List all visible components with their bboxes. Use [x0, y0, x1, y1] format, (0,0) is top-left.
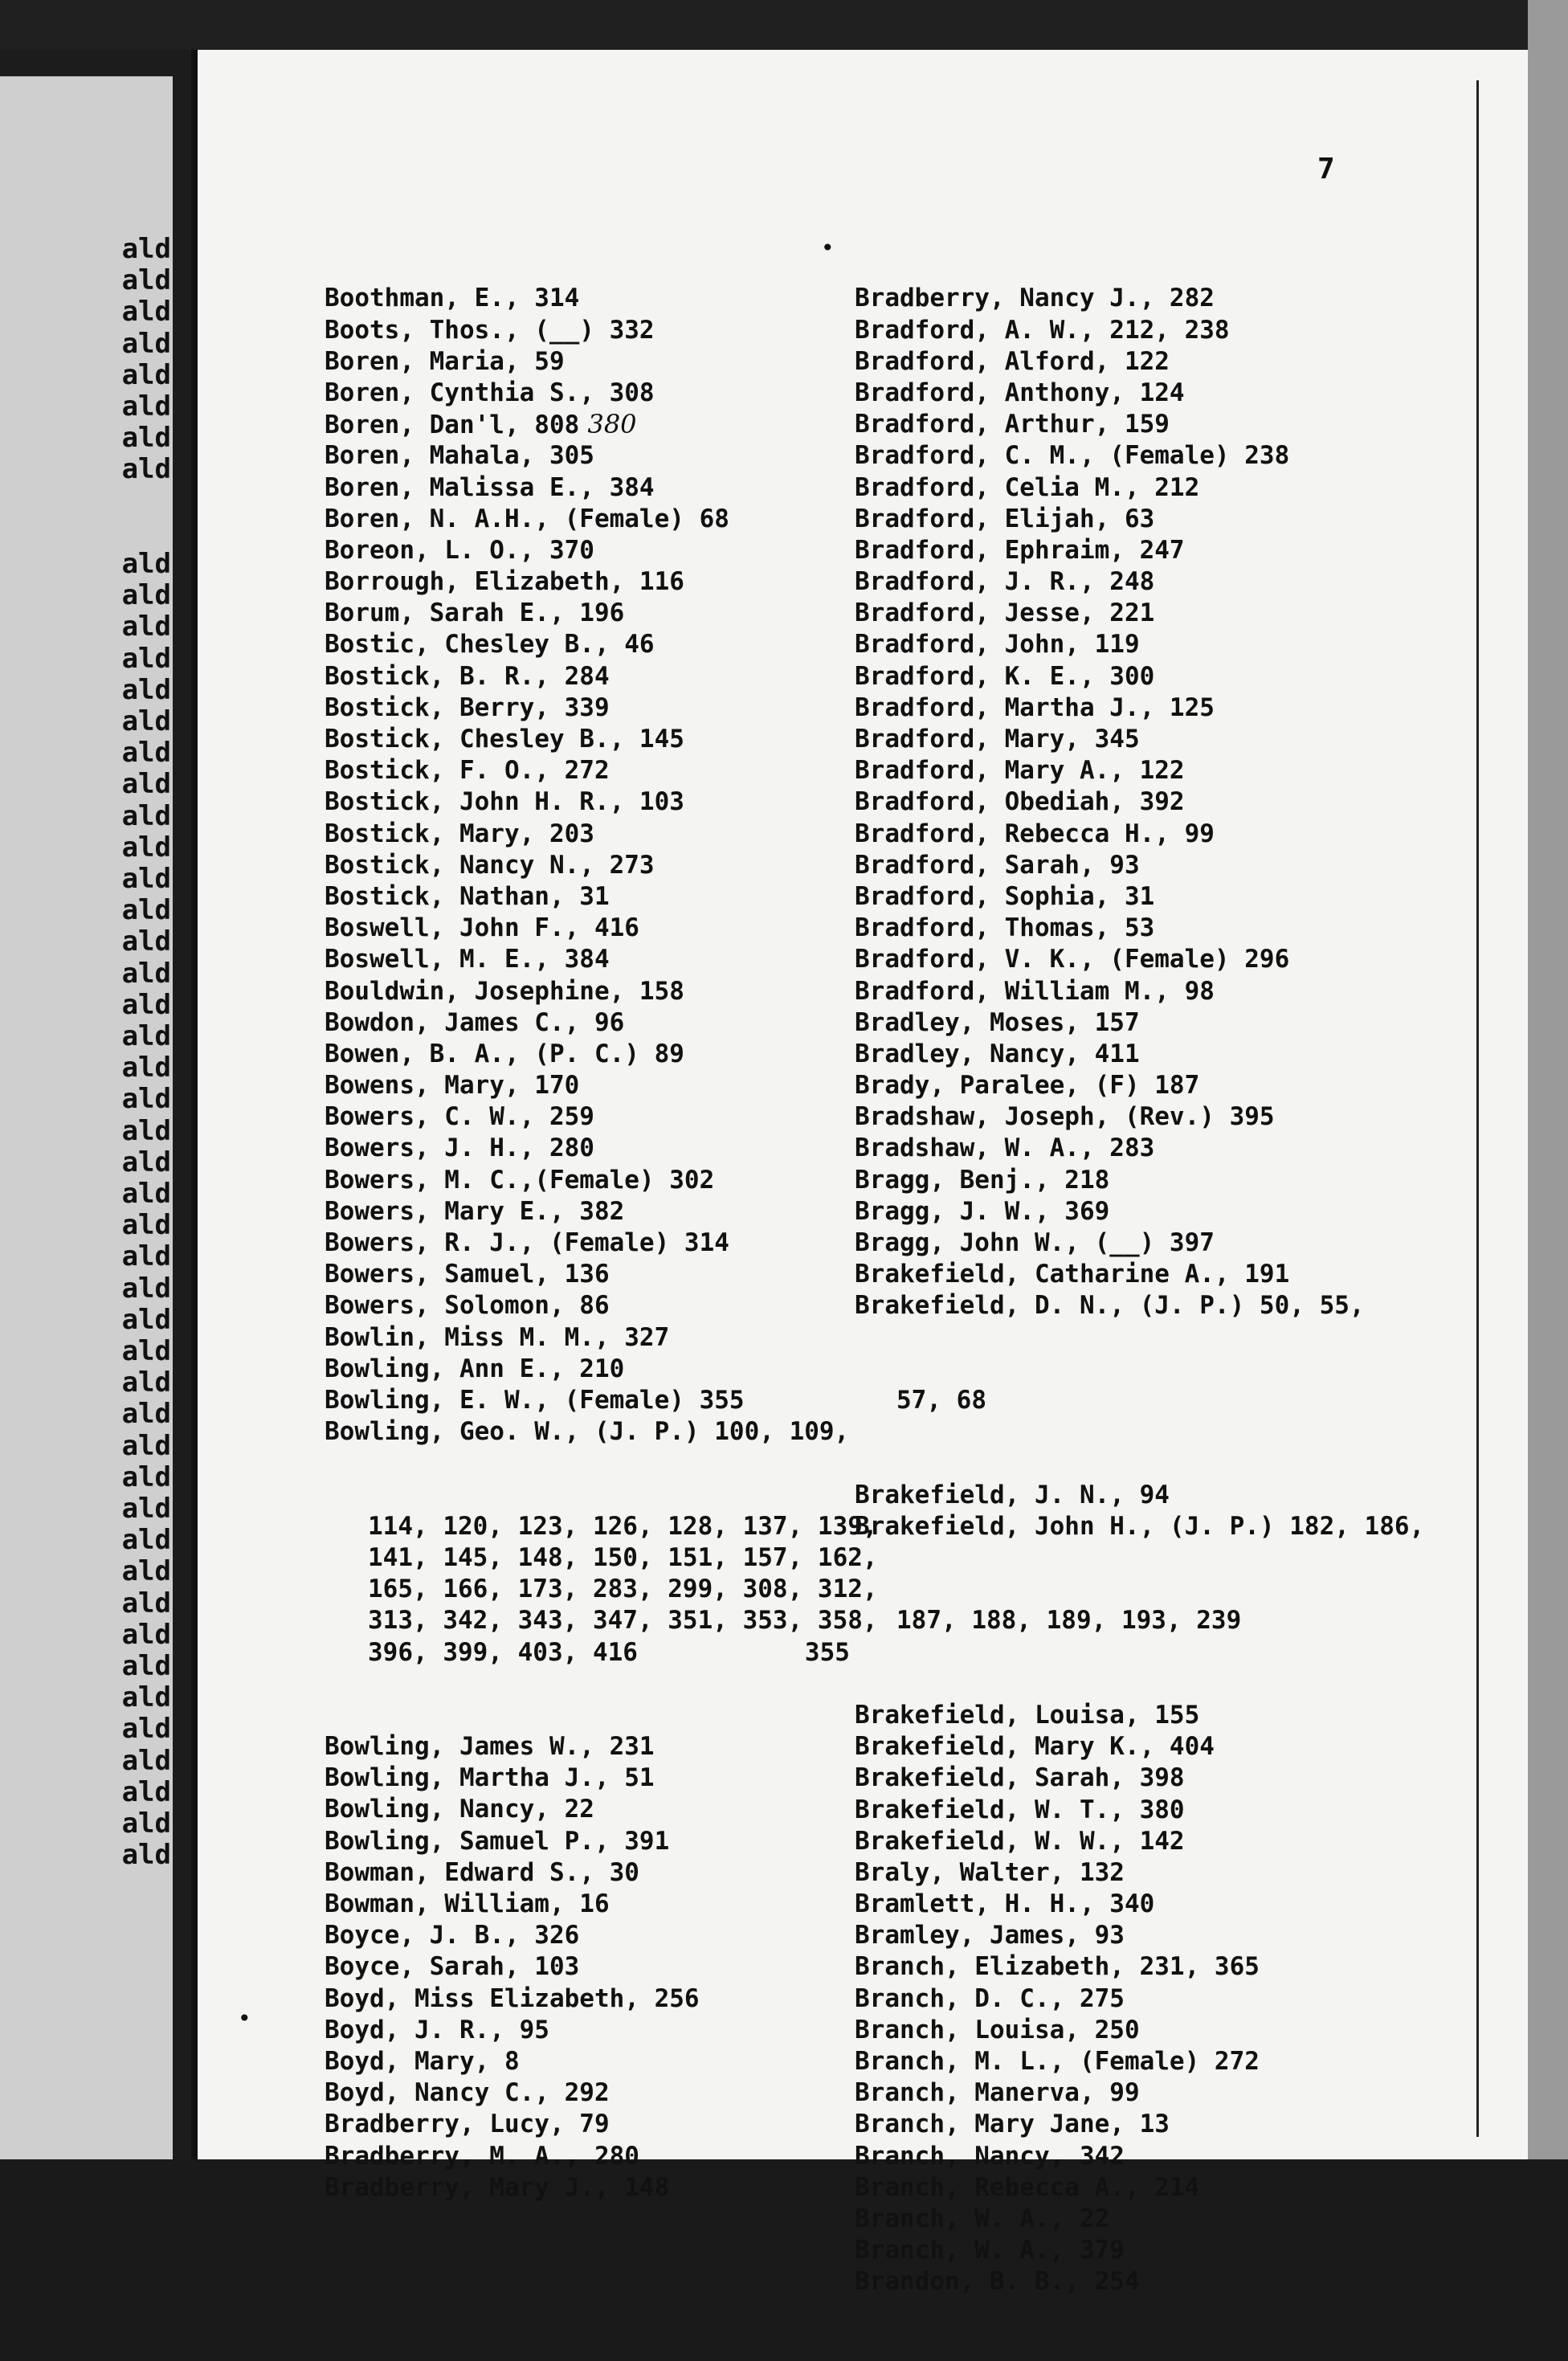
index-entry: Bradberry, Lucy, 79: [325, 2110, 610, 2139]
index-entry: Brakefield, Louisa, 155: [855, 1700, 1200, 1730]
previous-page-text-stub: ald: [121, 737, 171, 770]
right-continuation-2: 187, 188, 189, 193, 239: [896, 1606, 1242, 1636]
previous-page-text-stub: ald: [121, 1114, 171, 1147]
index-entry: Brakefield, W. T., 380: [855, 1795, 1185, 1824]
previous-page-text-stub: ald: [121, 1681, 171, 1714]
index-entry: Branch, Manerva, 99: [855, 2078, 1140, 2108]
index-entry: Bradford, Ephraim, 247: [855, 535, 1185, 565]
index-entry: Boyce, J. B., 326: [325, 1921, 580, 1950]
scan-top-border: [0, 0, 1568, 50]
index-entry: Brandon, B. B., 254: [855, 2267, 1140, 2297]
previous-page-text-stub: ald: [121, 1618, 171, 1651]
previous-page-text-stub: ald: [121, 1240, 171, 1273]
previous-page-text-stub: ald: [121, 1650, 171, 1682]
index-entry: Bradford, Anthony, 124: [855, 378, 1185, 407]
index-entry: Brakefield, W. W., 142: [855, 1826, 1185, 1856]
previous-page-text-stub: ald: [121, 264, 171, 297]
index-entry: Bowers, R. J., (Female) 314: [325, 1228, 729, 1258]
left-continuation-list: [325, 1511, 878, 1669]
index-entry: Bowling, Ann E., 210: [325, 1354, 625, 1383]
previous-page-text-stub: ald: [121, 705, 171, 737]
index-entry: Bradley, Nancy, 411: [855, 1039, 1140, 1068]
right-continuation-1: 57, 68: [896, 1386, 986, 1415]
index-entry: Bradshaw, W. A., 283: [855, 1134, 1155, 1163]
previous-page-text-stub: ald: [121, 1713, 171, 1746]
left-index-column: [325, 220, 878, 2266]
index-entry: Bradshaw, Joseph, (Rev.) 395: [855, 1102, 1275, 1132]
previous-page-text-stub: ald: [121, 1744, 171, 1777]
index-entry: Bowling, Martha J., 51: [325, 1763, 655, 1793]
index-entry: Bostick, Mary, 203: [325, 819, 594, 848]
index-entry: Bowling, Nancy, 22: [325, 1795, 594, 1824]
index-entry: Bostick, B. R., 284: [325, 661, 610, 691]
index-entry: Bradford, C. M., (Female) 238: [855, 441, 1290, 471]
previous-page-text-stub: ald: [121, 1303, 171, 1336]
continuation-line: 313, 342, 343, 347, 351, 353, 358,: [368, 1606, 878, 1636]
left-entries-after-list: [325, 1731, 839, 2204]
previous-page-text-stub: ald: [121, 988, 171, 1021]
index-entry: Bradberry, M. A., 280: [325, 2141, 639, 2171]
index-entry: Brakefield, D. N., (J. P.) 50, 55,: [855, 1291, 1365, 1321]
previous-page-text-stub: ald: [121, 1398, 171, 1431]
index-entry: Branch, W. A., 379: [855, 2236, 1125, 2265]
index-entry: Bradford, Celia M., 212: [855, 472, 1200, 502]
margin-dot-mark: •: [821, 235, 835, 261]
previous-page-text-stub: ald: [121, 327, 171, 360]
index-entry: Boots, Thos., (__) 332: [325, 315, 655, 345]
index-entry: Bostick, F. O., 272: [325, 756, 610, 786]
previous-page-text-stub: ald: [121, 548, 171, 580]
index-entry: Bradford, V. K., (Female) 296: [855, 945, 1290, 974]
index-entry: Bowling, E. W., (Female) 355: [325, 1385, 745, 1415]
index-entry: Boyd, Nancy C., 292: [325, 2078, 610, 2108]
index-entry: Boothman, E., 314: [325, 284, 580, 313]
index-entry: Bramley, James, 93: [855, 1921, 1125, 1950]
index-entry: Bostick, Nathan, 31: [325, 881, 610, 911]
index-entry: Bradford, Alford, 122: [855, 346, 1170, 376]
index-entry: Bradford, Rebecca H., 99: [855, 819, 1215, 848]
index-entry: Branch, W. A., 22: [855, 2204, 1110, 2233]
index-entry: Bradford, Thomas, 53: [855, 913, 1155, 943]
index-entry: Bramlett, H. H., 340: [855, 1889, 1155, 1919]
index-entry: Brakefield, John H., (J. P.) 182, 186,: [855, 1511, 1425, 1541]
previous-page-text-stub: ald: [121, 1839, 171, 1872]
index-entry: Bradley, Moses, 157: [855, 1007, 1140, 1037]
index-entry: Branch, Mary Jane, 13: [855, 2110, 1170, 2139]
index-entry: Bradford, Elijah, 63: [855, 504, 1155, 533]
previous-page-text-stub: ald: [121, 1587, 171, 1620]
index-entry: Bradberry, Nancy J., 282: [855, 284, 1215, 313]
previous-page-text-stub: ald: [121, 799, 171, 832]
previous-page-text-stub: ald: [121, 1083, 171, 1116]
index-entry: Branch, D. C., 275: [855, 1983, 1125, 2013]
index-entry: Bragg, Benj., 218: [855, 1165, 1110, 1195]
previous-page-text-stub: ald: [121, 925, 171, 958]
sheet-right-edge-line: [1476, 80, 1479, 2137]
previous-page-text-stub: ald: [121, 831, 171, 864]
index-entry: Branch, Rebecca A., 214: [855, 2172, 1200, 2202]
continuation-note: 355: [669, 1637, 850, 1667]
index-entry: Bowling, Geo. W., (J. P.) 100, 109,: [325, 1417, 850, 1447]
previous-page-text-stub: ald: [121, 673, 171, 706]
index-entry: Bostick, Berry, 339: [325, 692, 610, 722]
previous-page-text-stub: ald: [121, 390, 171, 423]
index-entry: Boyd, Mary, 8: [325, 2046, 520, 2076]
right-entries-after-list: [855, 1700, 1433, 2298]
previous-page-text-stub: ald: [121, 611, 171, 643]
previous-page-text-stub: ald: [121, 1335, 171, 1367]
index-entry: Bowers, J. H., 280: [325, 1134, 594, 1163]
index-entry: Bradford, Jesse, 221: [855, 598, 1155, 628]
index-entry: Brady, Paralee, (F) 187: [855, 1071, 1200, 1101]
index-entry: Bragg, J. W., 369: [855, 1196, 1110, 1226]
index-entry: Borrough, Elizabeth, 116: [325, 567, 684, 597]
previous-page-text-stub: ald: [121, 1209, 171, 1242]
scan-right-margin: [1528, 0, 1568, 2159]
index-entry: Boren, Maria, 59: [325, 346, 565, 376]
continuation-line: 165, 166, 173, 283, 299, 308, 312,: [368, 1575, 878, 1604]
index-entry: Boswell, M. E., 384: [325, 945, 610, 974]
previous-page-text-stub: ald: [121, 453, 171, 486]
previous-page-edge: [0, 76, 173, 2159]
index-entry: Borum, Sarah E., 196: [325, 598, 625, 628]
continuation-line: 396, 399, 403, 416 355: [325, 1637, 839, 1669]
previous-page-text-stub: ald: [121, 642, 171, 675]
right-entries-list: [855, 283, 1433, 1321]
index-entry: Bradberry, Mary J., 148: [325, 2172, 670, 2202]
index-entry: Boren, N. A.H., (Female) 68: [325, 504, 729, 533]
previous-page-text-stub: ald: [121, 1429, 171, 1462]
index-entry: Bowen, B. A., (P. C.) 89: [325, 1039, 684, 1068]
previous-page-text-stub: ald: [121, 768, 171, 801]
index-entry: Bostick, Nancy N., 273: [325, 850, 655, 880]
index-entry: Bouldwin, Josephine, 158: [325, 976, 684, 1006]
index-entry: Branch, Elizabeth, 231, 365: [855, 1952, 1260, 1982]
continuation-line: 141, 145, 148, 150, 151, 157, 162,: [368, 1542, 878, 1572]
right-index-column: [855, 220, 1433, 2361]
previous-page-text-stub: ald: [121, 1366, 171, 1399]
left-entries-list: [325, 283, 850, 1448]
index-entry: Bradford, Sophia, 31: [855, 881, 1155, 911]
index-entry: Bragg, John W., (__) 397: [855, 1228, 1215, 1258]
previous-page-text-stub: ald: [121, 1052, 171, 1085]
index-entry: Brakefield, Mary K., 404: [855, 1732, 1215, 1762]
index-entry: Boren, Mahala, 305: [325, 441, 594, 471]
index-entry: Bradford, J. R., 248: [855, 567, 1155, 597]
index-entry: Bowman, Edward S., 30: [325, 1857, 639, 1887]
index-entry: Bradford, A. W., 212, 238: [855, 315, 1230, 345]
index-entry: Boren, Dan'l, 808 380: [325, 409, 637, 440]
index-entry: Bowers, Solomon, 86: [325, 1291, 610, 1321]
index-entry: Boyd, J. R., 95: [325, 2015, 549, 2044]
margin-dot-mark-bottom: •: [238, 2005, 251, 2032]
previous-page-text-stub: ald: [121, 1020, 171, 1052]
previous-page-text-stub: ald: [121, 1460, 171, 1493]
index-entry: Bowling, James W., 231: [325, 1732, 655, 1762]
index-entry: Bradford, William M., 98: [855, 976, 1215, 1006]
previous-page-text-stub: ald: [121, 296, 171, 329]
continuation-line: 114, 120, 123, 126, 128, 137, 139,: [368, 1511, 878, 1541]
previous-page-text-stub: ald: [121, 233, 171, 265]
index-entry: Bostic, Chesley B., 46: [325, 630, 655, 660]
index-entry: Brakefield, J. N., 94: [855, 1480, 1170, 1509]
index-entry: Boyd, Miss Elizabeth, 256: [325, 1983, 700, 2013]
previous-page-text-stub: ald: [121, 358, 171, 391]
index-entry: Bostick, John H. R., 103: [325, 787, 684, 817]
index-entry: Bradford, John, 119: [855, 630, 1140, 660]
page-number: 7: [1317, 153, 1335, 186]
index-entry: Bowers, Mary E., 382: [325, 1196, 625, 1226]
index-entry: Bowling, Samuel P., 391: [325, 1826, 670, 1856]
index-entry: Branch, Louisa, 250: [855, 2015, 1140, 2044]
index-entry: Bostick, Chesley B., 145: [325, 725, 684, 754]
index-entry: Bowman, William, 16: [325, 1889, 610, 1919]
index-entry: Boyce, Sarah, 103: [325, 1952, 580, 1982]
previous-page-text-stub: ald: [121, 894, 171, 927]
index-entry: Bradford, Obediah, 392: [855, 787, 1185, 817]
previous-page-text-stub: ald: [121, 1555, 171, 1588]
index-entry: Branch, M. L., (Female) 272: [855, 2047, 1260, 2077]
index-entry: Bradford, Mary A., 122: [855, 756, 1185, 786]
index-entry: Bradford, Arthur, 159: [855, 410, 1170, 439]
previous-page-text-stub: ald: [121, 579, 171, 612]
index-entry: Brakefield, Sarah, 398: [855, 1763, 1185, 1793]
index-entry: Bowens, Mary, 170: [325, 1071, 580, 1101]
index-entry: Bowlin, Miss M. M., 327: [325, 1322, 670, 1352]
right-entries-mid-list: [855, 1480, 1433, 1542]
index-entry: Boreon, L. O., 370: [325, 535, 594, 565]
index-entry: Boren, Malissa E., 384: [325, 472, 655, 502]
index-entry: Branch, Nancy, 342: [855, 2141, 1125, 2171]
index-entry: Bowdon, James C., 96: [325, 1007, 625, 1037]
index-entry: Bowers, Samuel, 136: [325, 1260, 610, 1289]
previous-page-text-stub: ald: [121, 1178, 171, 1210]
index-entry: Bradford, K. E., 300: [855, 661, 1155, 691]
previous-page-text-stub: ald: [121, 957, 171, 990]
index-entry: Bradford, Mary, 345: [855, 725, 1140, 754]
previous-page-text-stub: ald: [121, 1524, 171, 1557]
index-entry: Bowers, M. C.,(Female) 302: [325, 1165, 715, 1195]
handwritten-correction: 380: [579, 409, 637, 440]
index-entry: Brakefield, Catharine A., 191: [855, 1260, 1290, 1289]
previous-page-text-stub: ald: [121, 863, 171, 895]
previous-page-text-stub: ald: [121, 422, 171, 455]
index-entry: Boswell, John F., 416: [325, 913, 639, 943]
previous-page-text-stub: ald: [121, 1146, 171, 1178]
index-entry: Bradford, Sarah, 93: [855, 850, 1140, 880]
index-entry: Boren, Cynthia S., 308: [325, 378, 655, 407]
index-entry: Bowers, C. W., 259: [325, 1102, 594, 1132]
previous-page-text-stub: ald: [121, 1272, 171, 1305]
index-entry: Braly, Walter, 132: [855, 1857, 1125, 1887]
index-entry: Bradford, Martha J., 125: [855, 692, 1215, 722]
previous-page-text-stub: ald: [121, 1775, 171, 1808]
previous-page-text-stub: ald: [121, 1493, 171, 1525]
previous-page-text-stub: ald: [121, 1808, 171, 1840]
